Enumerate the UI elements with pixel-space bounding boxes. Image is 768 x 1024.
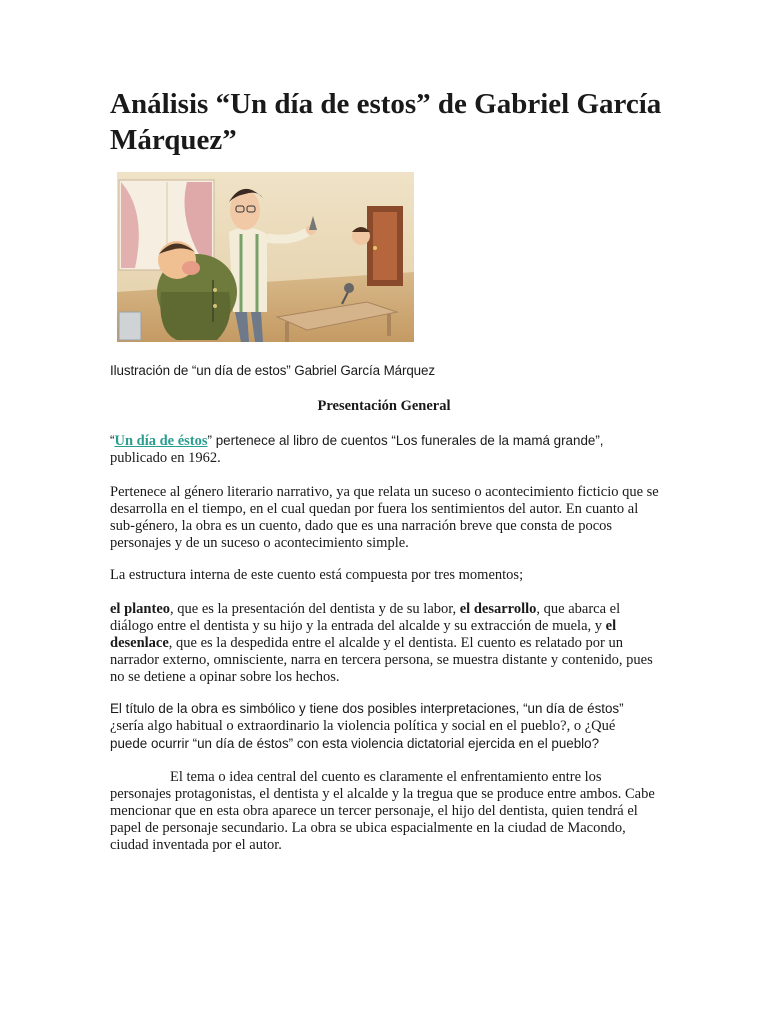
paragraph-theme	[110, 769, 662, 854]
paragraph-intro	[110, 432, 662, 467]
structure-text-3: , que es la despedida entre el alcalde y el dentista. El cuento es relatado por un narrador externo, omnisciente, narra en tercera persona, se muestra distante y contenido, pues no se detiene a opinar sobre los hechos.	[110, 635, 653, 685]
document-title: Análisis “Un día de estos” de Gabriel García Márquez”	[110, 88, 662, 156]
title-meaning-line3: puede ocurrir “un día de éstos” con esta violencia dictatorial ejercida en el pueblo?	[110, 736, 600, 751]
structure-text-2: , que abarca el diálogo entre el dentista y su hijo y la entrada del alcalde y su extracción de muela, y	[110, 601, 621, 634]
paragraph-structure-intro: La estructura interna de este cuento está compuesta por tres momentos;	[110, 567, 524, 583]
quote-open: “	[110, 433, 115, 448]
paragraph-structure	[110, 601, 662, 686]
intro-text-line1: ” pertenece al libro de cuentos “Los funerales de la mamá grande”,	[207, 433, 604, 448]
image-caption: Ilustración de “un día de estos” Gabriel García Márquez	[110, 363, 435, 378]
theme-text: El tema o idea central del cuento es claramente el enfrentamiento entre los personajes protagonistas, el dentista y el alcalde y la tregua que se produce entre ambos. Cabe mencionar que en esta obra aparece un tercer personaje, el hijo del dentista, quien tendrá el papel de personaje secundario. La obra se ubica espacialmente en la ciudad de Macondo, ciudad inventada por el autor.	[110, 769, 655, 853]
structure-text-1: , que es la presentación del dentista y de su labor,	[170, 601, 460, 617]
paragraph-genre: Pertenece al género literario narrativo, ya que relata un suceso o acontecimiento ficticio que se desarrolla en el tiempo, en el cual quedan por fuera los sentimientos del autor. En cuanto al sub-género, la obra es un cuento, dado que es una narración breve que consta de pocos personajes y de un suceso o acontecimiento simple.	[110, 484, 659, 551]
title-meaning-line1: El título de la obra es simbólico y tiene dos posibles interpretaciones, “un día de éstos”	[110, 701, 624, 716]
term-planteo: el planteo	[110, 601, 171, 617]
section-heading: Presentación General	[317, 398, 451, 414]
story-illustration	[117, 172, 414, 342]
term-desenlace: el desenlace	[110, 618, 617, 651]
intro-text-line2: publicado en 1962.	[110, 450, 221, 466]
title-meaning-line2: ¿sería algo habitual o extraordinario la violencia política y social en el pueblo?, o ¿Qué	[110, 718, 616, 734]
term-desarrollo: el desarrollo	[459, 601, 537, 617]
story-link[interactable]: Un día de éstos	[114, 433, 208, 449]
paragraph-title-meaning	[110, 700, 662, 753]
